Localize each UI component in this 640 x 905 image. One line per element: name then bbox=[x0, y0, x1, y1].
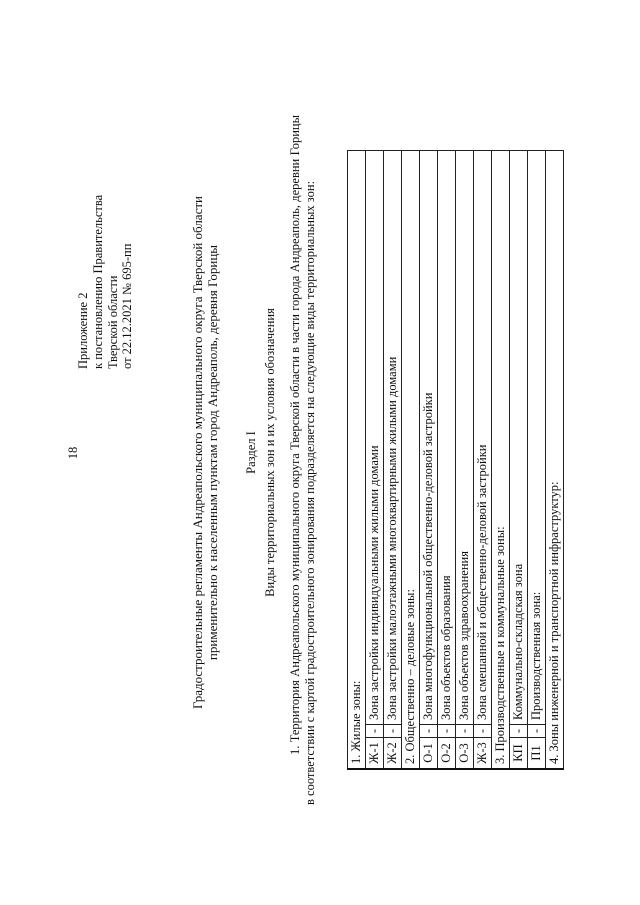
zone-name: Зона объектов образования bbox=[438, 151, 456, 725]
zone-dash: - bbox=[474, 725, 492, 738]
zone-code: Ж-3 bbox=[474, 738, 492, 770]
table-row bbox=[474, 151, 492, 770]
zone-code: Ж-1 bbox=[366, 738, 384, 770]
zone-name: Зона многофункциональной общественно-деловой застройки bbox=[420, 151, 438, 725]
zone-code: О-2 bbox=[438, 738, 456, 770]
appendix-line-1: Приложение 2 bbox=[76, 292, 90, 369]
group-title: 3. Производственные и коммунальные зоны: bbox=[492, 151, 510, 770]
zone-dash: - bbox=[456, 725, 474, 738]
zone-dash: - bbox=[420, 725, 438, 738]
group-title: 1. Жилые зоны: bbox=[348, 151, 366, 770]
page-number: 18 bbox=[66, 446, 80, 460]
table-row bbox=[420, 151, 438, 770]
zone-dash: - bbox=[510, 725, 528, 738]
zone-code: О-3 bbox=[456, 738, 474, 770]
zone-dash: - bbox=[528, 725, 546, 738]
zone-name: Коммунально-складская зона bbox=[510, 151, 528, 725]
zone-dash: - bbox=[384, 725, 402, 738]
document-title bbox=[190, 150, 221, 755]
intro-paragraph bbox=[288, 115, 318, 805]
section-subheading: Виды территориальных зон и их условия обозначения bbox=[262, 308, 277, 597]
document-title-line-2: применительно к населенным пунктам город Андреаполь, деревня Горицы bbox=[205, 244, 221, 661]
zone-code: О-1 bbox=[420, 738, 438, 770]
zones-table bbox=[347, 150, 564, 770]
table-row bbox=[438, 151, 456, 770]
zone-dash: - bbox=[438, 725, 456, 738]
zone-name: Зона смешанной и общественно-деловой застройки bbox=[474, 151, 492, 725]
section-heading-block bbox=[244, 300, 282, 605]
appendix-block bbox=[76, 169, 135, 369]
zone-code: П1 bbox=[528, 738, 546, 770]
zone-name: Зона застройки малоэтажными многоквартирными жилыми домами bbox=[384, 151, 402, 725]
appendix-line-2: к постановлению Правительства bbox=[90, 194, 105, 369]
group-title: 4. Зоны инженерной и транспортной инфраструктур: bbox=[546, 151, 564, 770]
zone-name: Производственная зона: bbox=[528, 151, 546, 725]
zone-code: КП bbox=[510, 738, 528, 770]
table-row bbox=[384, 151, 402, 770]
table-group-row bbox=[546, 151, 564, 770]
zone-dash: - bbox=[366, 725, 384, 738]
section-heading: Раздел I bbox=[244, 431, 258, 474]
table-group-row bbox=[402, 151, 420, 770]
zone-code: Ж-2 bbox=[384, 738, 402, 770]
table-row bbox=[528, 151, 546, 770]
table-row bbox=[456, 151, 474, 770]
zone-name: Зона застройки индивидуальными жилыми домами bbox=[366, 151, 384, 725]
zone-name: Зона объектов здравоохранения bbox=[456, 151, 474, 725]
appendix-line-4: от 22.12.2021 № 695-пп bbox=[120, 243, 135, 369]
group-title: 2. Общественно – деловые зоны: bbox=[402, 151, 420, 770]
appendix-line-3: Тверской области bbox=[105, 275, 120, 369]
table-group-row bbox=[348, 151, 366, 770]
table-row bbox=[366, 151, 384, 770]
intro-paragraph-text: 1. Территория Андреапольского муниципального округа Тверской области в части города Андреаполь, деревни Горицы в соответствии с картой градостроительного зонирования подразделяется на следующие виды территориальных зон: bbox=[288, 115, 317, 805]
table-row bbox=[510, 151, 528, 770]
table-group-row bbox=[492, 151, 510, 770]
document-title-line-1: Градостроительные регламенты Андреапольского муниципального округа Тверской области bbox=[190, 196, 205, 709]
